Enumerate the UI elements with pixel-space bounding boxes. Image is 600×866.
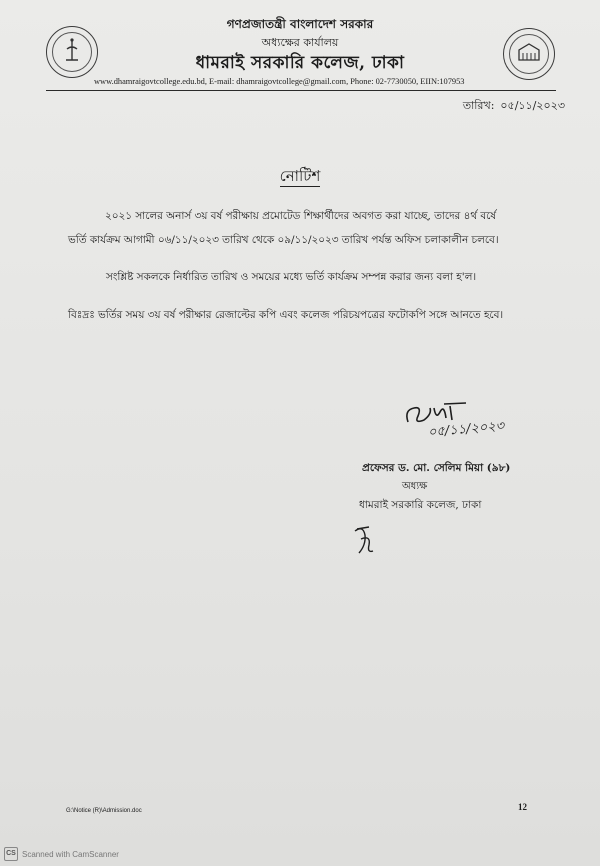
page-number: 12 xyxy=(518,802,527,812)
college-heading: ধামরাই সরকারি কলেজ, ঢাকা xyxy=(195,53,405,73)
government-heading: গণপ্রজাতন্ত্রী বাংলাদেশ সরকার xyxy=(226,17,374,31)
header-divider xyxy=(46,90,556,91)
camscanner-logo-icon: CS xyxy=(4,847,18,861)
handwritten-initial xyxy=(349,523,379,559)
notice-paragraph-1-line-2: ভর্তি কার্যক্রম আগামী ০৬/১১/২০২৩ তারিখ থেকে ০৯/১১/২০২৩ তারিখ পর্যন্ত অফিস চলাকালীন চলবে। xyxy=(68,234,499,246)
notice-date xyxy=(463,97,565,116)
file-path: G:\Notice (R)\Admission.doc xyxy=(66,808,142,814)
scanner-watermark xyxy=(4,847,119,861)
date-label: তারিখ: xyxy=(462,99,495,112)
notice-paragraph-1-line-1: ২০২১ সালের অনার্স ৩য় বর্ষ পরীক্ষায় প্রমোটেড শিক্ষার্থীদের অবগত করা যাচ্ছে, তাদের ৪র্থ বর্ষে xyxy=(105,210,497,222)
notice-paragraph-2: সংশ্লিষ্ট সকলকে নির্ধারিত তারিখ ও সময়ের মধ্যে ভর্তি কার্যক্রম সম্পন্ন করার জন্য বলা হ'ল। xyxy=(106,271,477,283)
scanner-text: Scanned with CamScanner xyxy=(22,849,119,859)
signatory-designation: অধ্যক্ষ xyxy=(402,481,428,492)
notice-title xyxy=(0,165,600,190)
signatory-college: ধামরাই সরকারি কলেজ, ঢাকা xyxy=(359,499,482,511)
handwritten-signature-date: ০৫/১১/২০২৩ xyxy=(427,418,505,441)
signatory-name: প্রফেসর ড. মো. সেলিম মিয়া (৯৮) xyxy=(362,462,511,474)
notice-title-text: নোটিশ xyxy=(279,167,321,185)
date-value: ০৫/১১/২০২৩ xyxy=(500,99,565,112)
office-heading: অধ্যক্ষের কার্যালয় xyxy=(261,36,339,49)
contact-line: www.dhamraigovtcollege.edu.bd, E-mail: dhamraigovtcollege@gmail.com, Phone: 02-7730050, EIIN:107953 xyxy=(94,77,465,86)
notice-note: বিঃদ্রঃ ভর্তির সময় ৩য় বর্ষ পরীক্ষার রেজাল্টের কপি এবং কলেজ পরিচয়পত্রের ফটোকপি সঙ্গে আনতে হবে। xyxy=(68,309,504,321)
